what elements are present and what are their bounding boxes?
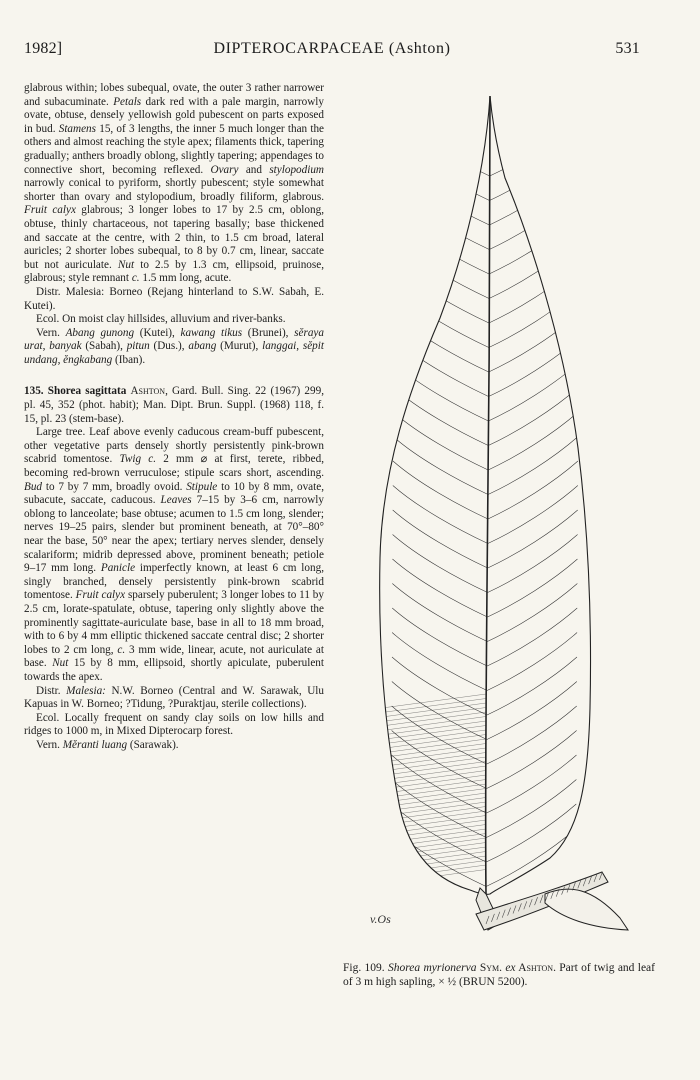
tertiary-vein <box>382 802 486 816</box>
tertiary-vein <box>382 699 486 713</box>
tertiary-vein <box>382 811 486 825</box>
species-number: 135. <box>24 385 44 398</box>
leaf-vein <box>489 192 579 250</box>
species-name: Shorea sagittata <box>47 385 127 398</box>
leaf-vein <box>489 241 579 299</box>
tertiary-vein <box>382 735 486 749</box>
tertiary-vein <box>382 816 486 830</box>
tertiary-vein <box>382 852 486 866</box>
page-header <box>24 40 640 62</box>
tertiary-vein <box>382 712 486 726</box>
prev-entry-vernacular: Vern. Abang gunong (Kutei), kawang tikus (Brunei), sĕraya urat, banyak (Sabah), pitun (Dus.), abang (Murut), langgai, sĕpit undang, ĕngkabang (Iban). <box>24 326 324 366</box>
tertiary-vein <box>382 753 486 767</box>
figure-caption: Fig. 109. Shorea myrionerva Sym. ex Ashton. Part of twig and leaf of 3 m high sapling, × ½ (BRUN 5200). <box>343 962 655 988</box>
species-citation: , Gard. Bull. Sing. 22 (1967) 299, pl. 45, 352 (phot. habit); Man. Dipt. Brun. Suppl. (1968) 118, f. 15, pl. 23 (stem-base). <box>24 385 325 425</box>
artist-signature: v.Os <box>370 912 391 926</box>
tertiary-vein <box>382 762 486 776</box>
tertiary-vein <box>382 775 486 789</box>
leaf-vein <box>489 167 579 225</box>
tertiary-vein <box>382 856 486 870</box>
tertiary-vein <box>382 757 486 771</box>
prev-entry-distribution: Distr. Malesia: Borneo (Rejang hinterland to S.W. Sabah, E. Kutei). <box>24 285 324 312</box>
leaf-vein <box>489 216 579 274</box>
tertiary-vein <box>382 694 486 708</box>
tertiary-vein <box>382 820 486 834</box>
twig <box>476 872 628 930</box>
leaf-illustration <box>340 88 670 948</box>
tertiary-vein <box>382 739 486 753</box>
tertiary-vein <box>382 807 486 821</box>
species-heading <box>24 385 324 426</box>
tertiary-vein <box>382 766 486 780</box>
tertiary-vein <box>382 870 486 884</box>
prev-entry-ecology: Ecol. On moist clay hillsides, alluvium and river-banks. <box>36 313 286 326</box>
prev-entry-description: glabrous within; lobes subequal, ovate, the outer 3 rather narrower and subacuminate. Petals dark red with a pale margin, narrowly ovate, obtuse, densely yellowish gold pubescent on parts exposed in bud. Stamens 15, of 3 lengths, the inner 5 much longer than the others and almost reaching the style apex; filaments thick, tapering gradually; anthers broadly oblong, slightly tapering; appendages to connective short, becoming reflexed. Ovary and stylopodium narrowly conical to pyriform, shortly pubescent; style somewhat shorter than ovary and stylopodium, broadly filiform, glabrous. Fruit calyx glabrous; 3 longer lobes to 17 by 2.5 cm, oblong, obtuse, thinly chartaceous, not tapering basally; base thickened and saccate at the centre, with 2 thin, to 1.5 cm broad, lateral auricles; 2 shorter lobes subequal, to 8 by 0.7 cm, linear, saccate but not auriculate. Nut to 2.5 by 1.3 cm, ellipsoid, pruinose, glabrous; style remnant c. 1.5 mm long, acute. <box>24 82 325 285</box>
leaf-veins <box>382 118 580 887</box>
tertiary-vein <box>382 717 486 731</box>
leaf-vein <box>395 143 490 201</box>
tertiary-vein <box>382 721 486 735</box>
tertiary-vein <box>382 798 486 812</box>
tertiary-vein <box>382 744 486 758</box>
leaf-vein <box>394 216 489 274</box>
tertiary-vein <box>382 708 486 722</box>
tertiary-vein <box>382 780 486 794</box>
tertiary-vein <box>382 703 486 717</box>
species-description: Large tree. Leaf above evenly caducous cream-buff pubescent, other vegetative parts densely shortly persistently pink-brown scabrid tomentose. Twig c. 2 mm ⌀ at first, terete, ribbed, becoming red-brown verruculose; stipule scars short, ascending. Bud to 7 by 7 mm, broadly ovoid. Stipule to 10 by 8 mm, ovate, subacute, saccate, caducous. Leaves 7–15 by 3–6 cm, narrowly oblong to lanceolate; base obtuse; acumen to 1.5 cm long, slender; nerves 19–25 pairs, slender but prominent beneath, at 70°–80° near the base, 50° near the apex; tertiary nerves slender, densely scalariform; midrib depressed above, prominent beneath; petiole 9–17 mm long. Panicle imperfectly known, at least 6 cm long, singly branched, densely persistently pink-brown scabrid tomentose. Fruit calyx sparsely puberulent; 3 longer lobes to 11 by 2.5 cm, lorate-spatulate, obtuse, tapering only slightly above the prominently sagittate-auriculate base, base in all to 18 mm broad, with to 6 by 4 mm elliptic thickened saccate central disc; 2 shorter lobes to 2 cm long, c. 3 mm wide, linear, acute, not auriculate at base. Nut 15 by 8 mm, ellipsoid, shortly apiculate, puberulent towards the apex. <box>24 426 325 683</box>
tertiary-vein <box>382 865 486 879</box>
page-number: 531 <box>615 40 640 57</box>
species-ecology: Ecol. Locally frequent on sandy clay soils on low hills and ridges to 1000 m, in Mixed Dipterocarp forest. <box>24 711 324 738</box>
tertiary-vein <box>382 771 486 785</box>
tertiary-vein <box>382 748 486 762</box>
tertiary-vein <box>382 829 486 843</box>
species-author: Ashton <box>130 385 166 398</box>
running-title: DIPTEROCARPACEAE (Ashton) <box>213 40 451 57</box>
tertiary-vein <box>382 730 486 744</box>
leaf-midrib <box>486 96 490 894</box>
leaf-vein <box>395 118 490 176</box>
tertiary-vein <box>382 838 486 852</box>
species-distribution: Distr. Malesia: N.W. Borneo (Central and W. Sarawak, Ulu Kapuas in W. Borneo; ?Tidung, ?Puraktjau, sterile collections). <box>24 684 324 711</box>
leaf-vein <box>394 241 489 299</box>
header-year: 1982] <box>24 40 63 57</box>
tertiary-vein <box>382 861 486 875</box>
species-vernacular: Vern. Mĕranti luang (Sarawak). <box>36 738 179 751</box>
tertiary-vein <box>382 825 486 839</box>
leaf-vein <box>490 118 580 176</box>
leaf-drawing <box>340 88 670 948</box>
tertiary-vein <box>382 726 486 740</box>
leaf-vein <box>394 290 489 348</box>
tertiary-vein <box>382 834 486 848</box>
text-column <box>24 82 324 753</box>
